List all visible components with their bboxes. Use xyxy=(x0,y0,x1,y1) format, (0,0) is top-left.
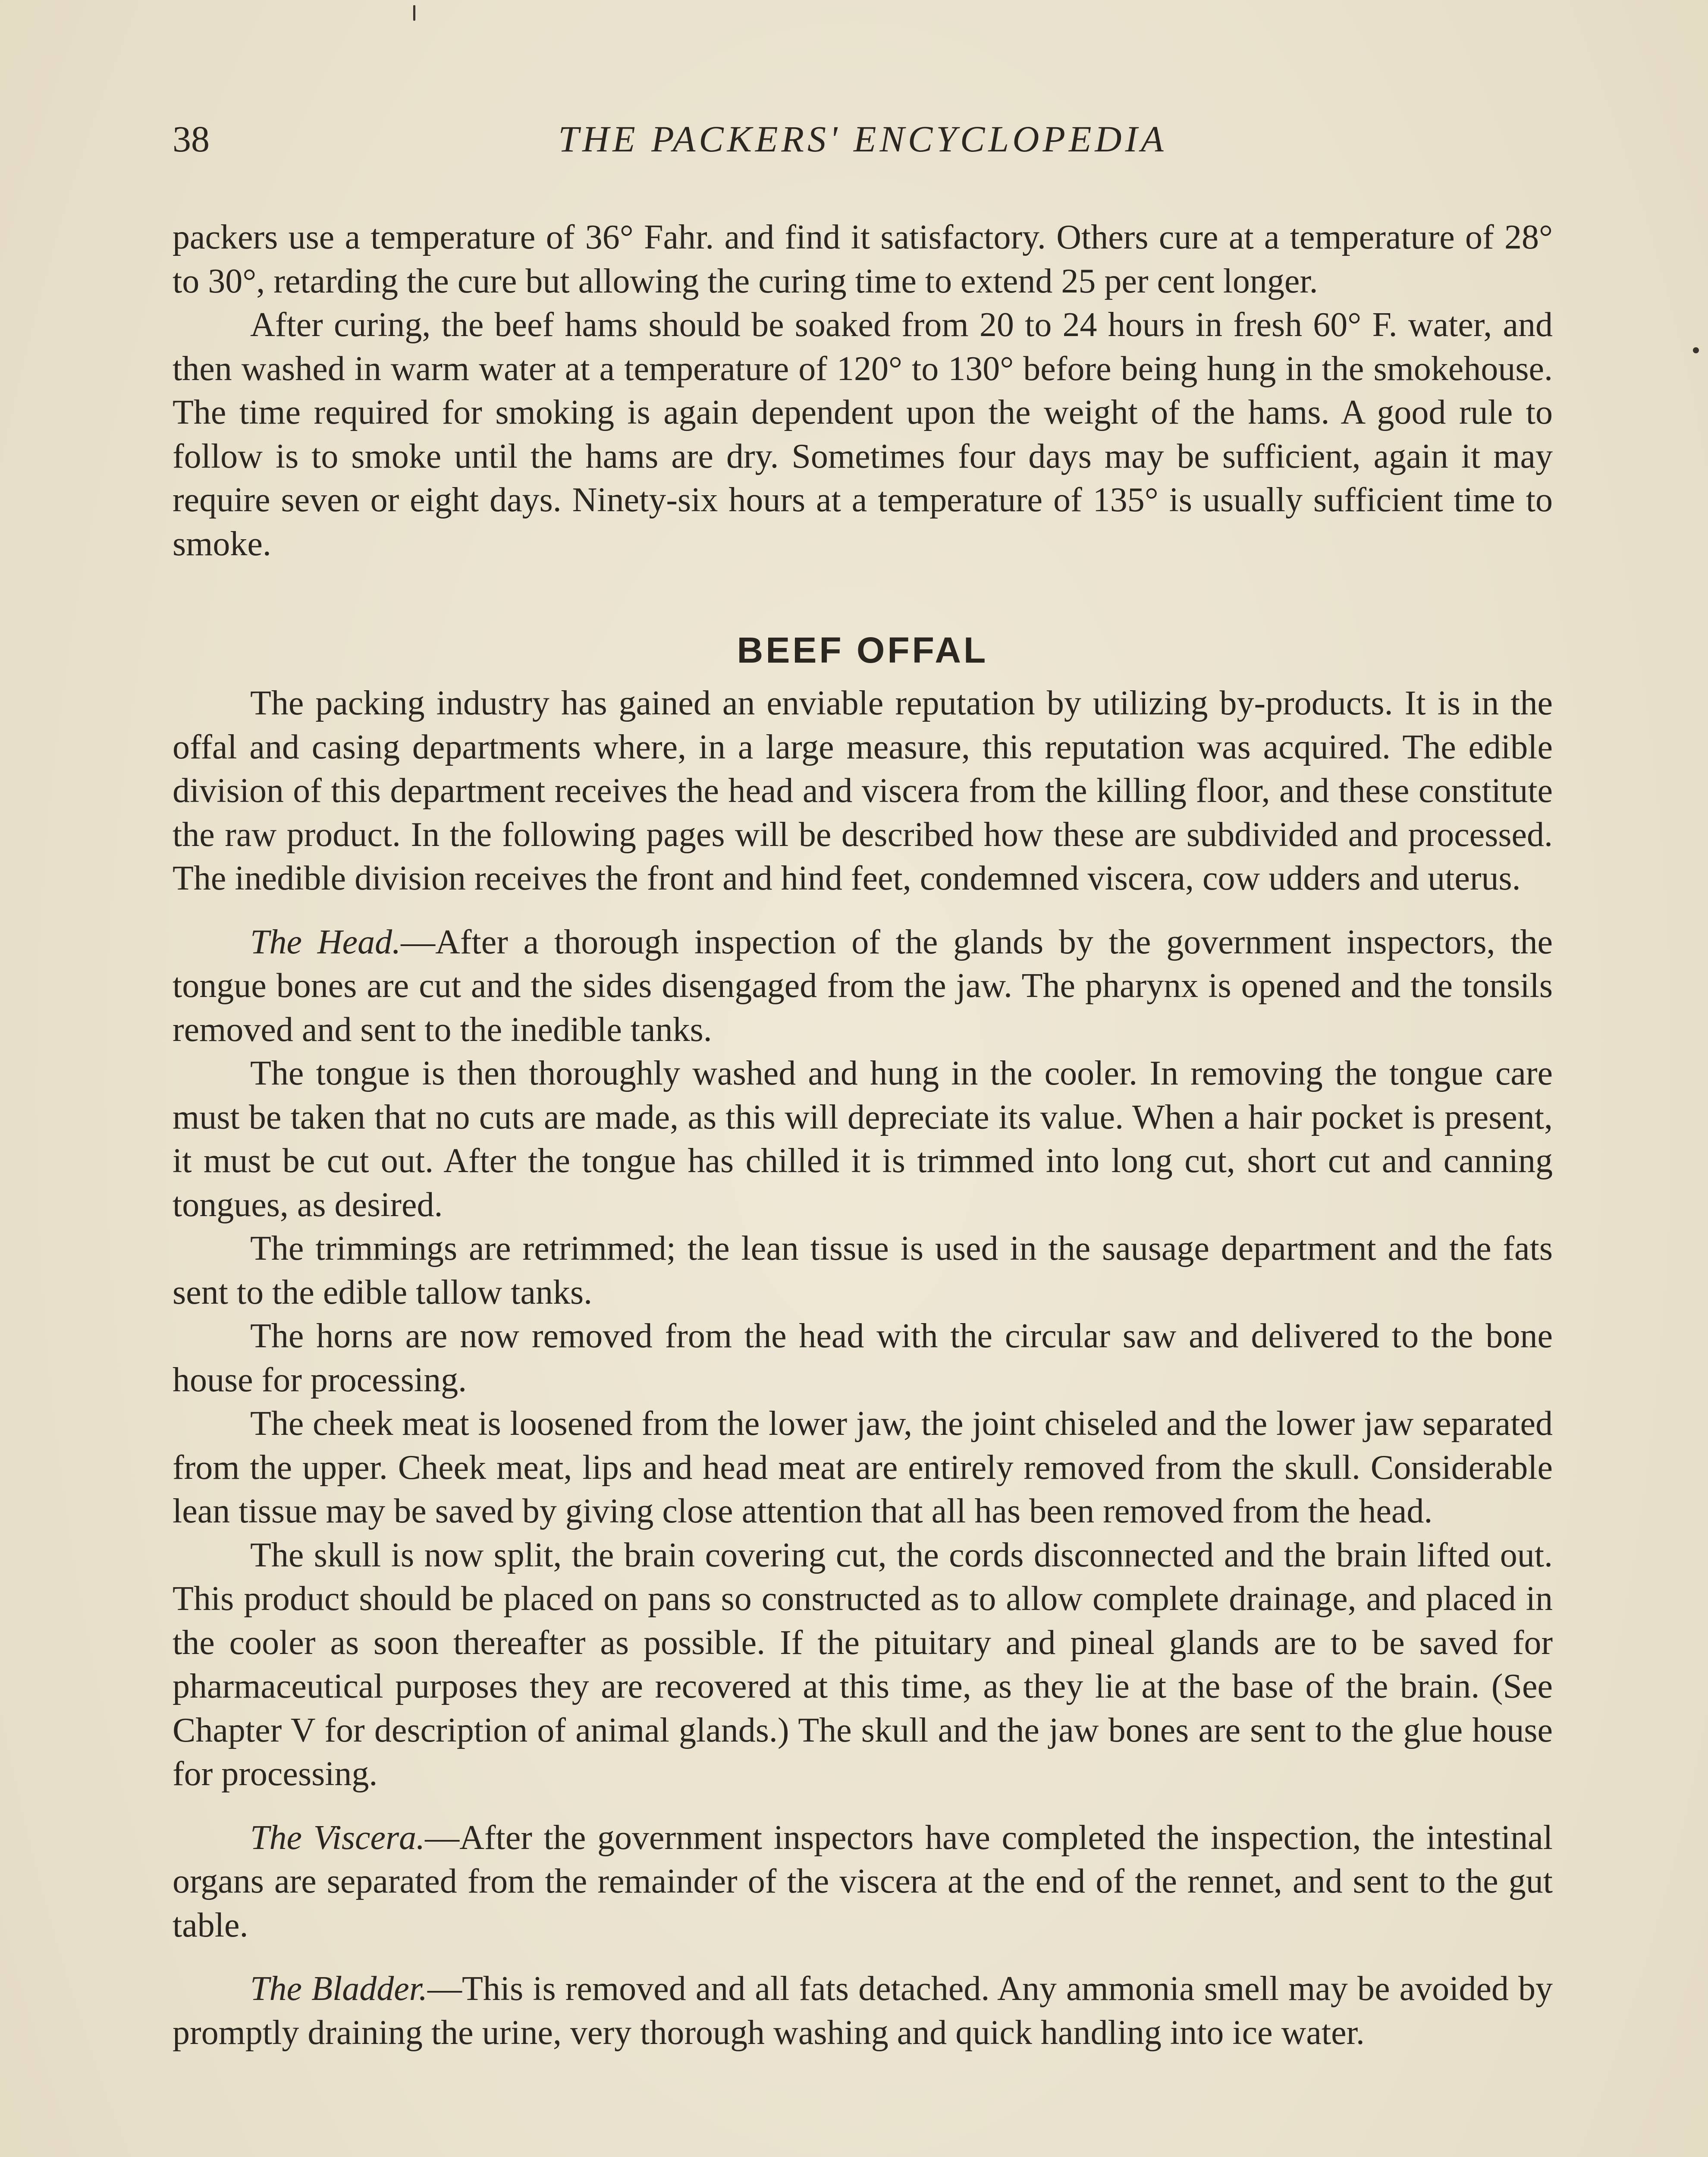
paragraph-continued: packers use a temperature of 36° Fahr. and find it satisfactory. Others cure at a temperature of 28° to 30°, retarding the cure but allowing the curing time to extend 25 per cent longer. xyxy=(173,218,1553,300)
paragraph-offal-intro: The packing industry has gained an enviable reputation by utilizing by-products. It is in the offal and casing departments where, in a large measure, this reputation was acquired. The edible division of this department receives the head and viscera from the killing floor, and these constitute the raw product. In the following pages will be described how these are subdivided and processed. The inedible division receives the front and hind feet, condemned viscera, cow udders and uterus. xyxy=(173,684,1553,897)
runin-head: The Head. xyxy=(250,923,401,961)
paragraph-viscera xyxy=(173,1816,1553,1948)
paragraph-tongue: The tongue is then thoroughly washed and hung in the cooler. In removing the tongue care must be taken that no cuts are made, as this will depreciate its value. When a hair pocket is present, it must be cut out. After the tongue has chilled it is trimmed into long cut, short cut and canning tongues, as desired. xyxy=(173,1054,1553,1224)
paragraph-horns: The horns are now removed from the head with the circular saw and delivered to the bone house for processing. xyxy=(173,1317,1553,1399)
paragraph-trimmings: The trimmings are retrimmed; the lean tissue is used in the sausage department and the fats sent to the edible tallow tanks. xyxy=(173,1229,1553,1311)
paragraph-curing: After curing, the beef hams should be soaked from 20 to 24 hours in fresh 60° F. water, and then washed in warm water at a temperature of 120° to 130° before being hung in the smokehouse. The time required for smoking is again dependent upon the weight of the hams. A good rule to follow is to smoke until the hams are dry. Sometimes four days may be sufficient, again it may require seven or eight days. Ninety-six hours at a temperature of 135° is usually sufficient time to smoke. xyxy=(173,306,1553,563)
section-heading: BEEF OFFAL xyxy=(737,630,989,670)
head-text: —After a thorough inspection of the glands by the government inspectors, the tongue bones are cut and the sides disengaged from the jaw. The pharynx is opened and the tonsils removed and sent to the inedible tanks. xyxy=(173,923,1553,1049)
running-title: THE PACKERS' ENCYCLOPEDIA xyxy=(558,118,1167,160)
runin-bladder: The Bladder. xyxy=(250,1970,427,2008)
paper-speck xyxy=(1693,347,1699,353)
paragraph-head xyxy=(173,921,1553,1052)
page-number: 38 xyxy=(173,118,210,160)
page-header xyxy=(173,113,1553,165)
paragraph-cheek-meat: The cheek meat is loosened from the lower jaw, the joint chiseled and the lower jaw separated from the upper. Cheek meat, lips and head meat are entirely removed from the skull. Considerable lean tissue may be saved by giving close attention that all has been removed from the head. xyxy=(173,1405,1553,1530)
runin-viscera: The Viscera. xyxy=(250,1818,425,1857)
paragraph-skull: The skull is now split, the brain covering cut, the cords disconnected and the brain lifted out. This product should be placed on pans so constructed as to allow complete drainage, and placed in the cooler as soon thereafter as possible. If the pituitary and pineal glands are to be saved for pharmaceutical purposes they are recovered at this time, as they lie at the base of the brain. (See Chapter V for description of animal glands.) The skull and the jaw bones are sent to the glue house for processing. xyxy=(173,1536,1553,1793)
paragraph-bladder xyxy=(173,1967,1553,2055)
viscera-text: —After the government inspectors have completed the inspection, the intestinal organs are separated from the remainder of the viscera at the end of the rennet, and sent to the gut table. xyxy=(173,1818,1553,1944)
bladder-text: —This is removed and all fats detached. Any ammonia smell may be avoided by promptly draining the urine, very thorough washing and quick handling into ice water. xyxy=(173,1970,1553,2052)
page-body xyxy=(173,216,1553,2055)
paper-speck xyxy=(413,5,415,21)
